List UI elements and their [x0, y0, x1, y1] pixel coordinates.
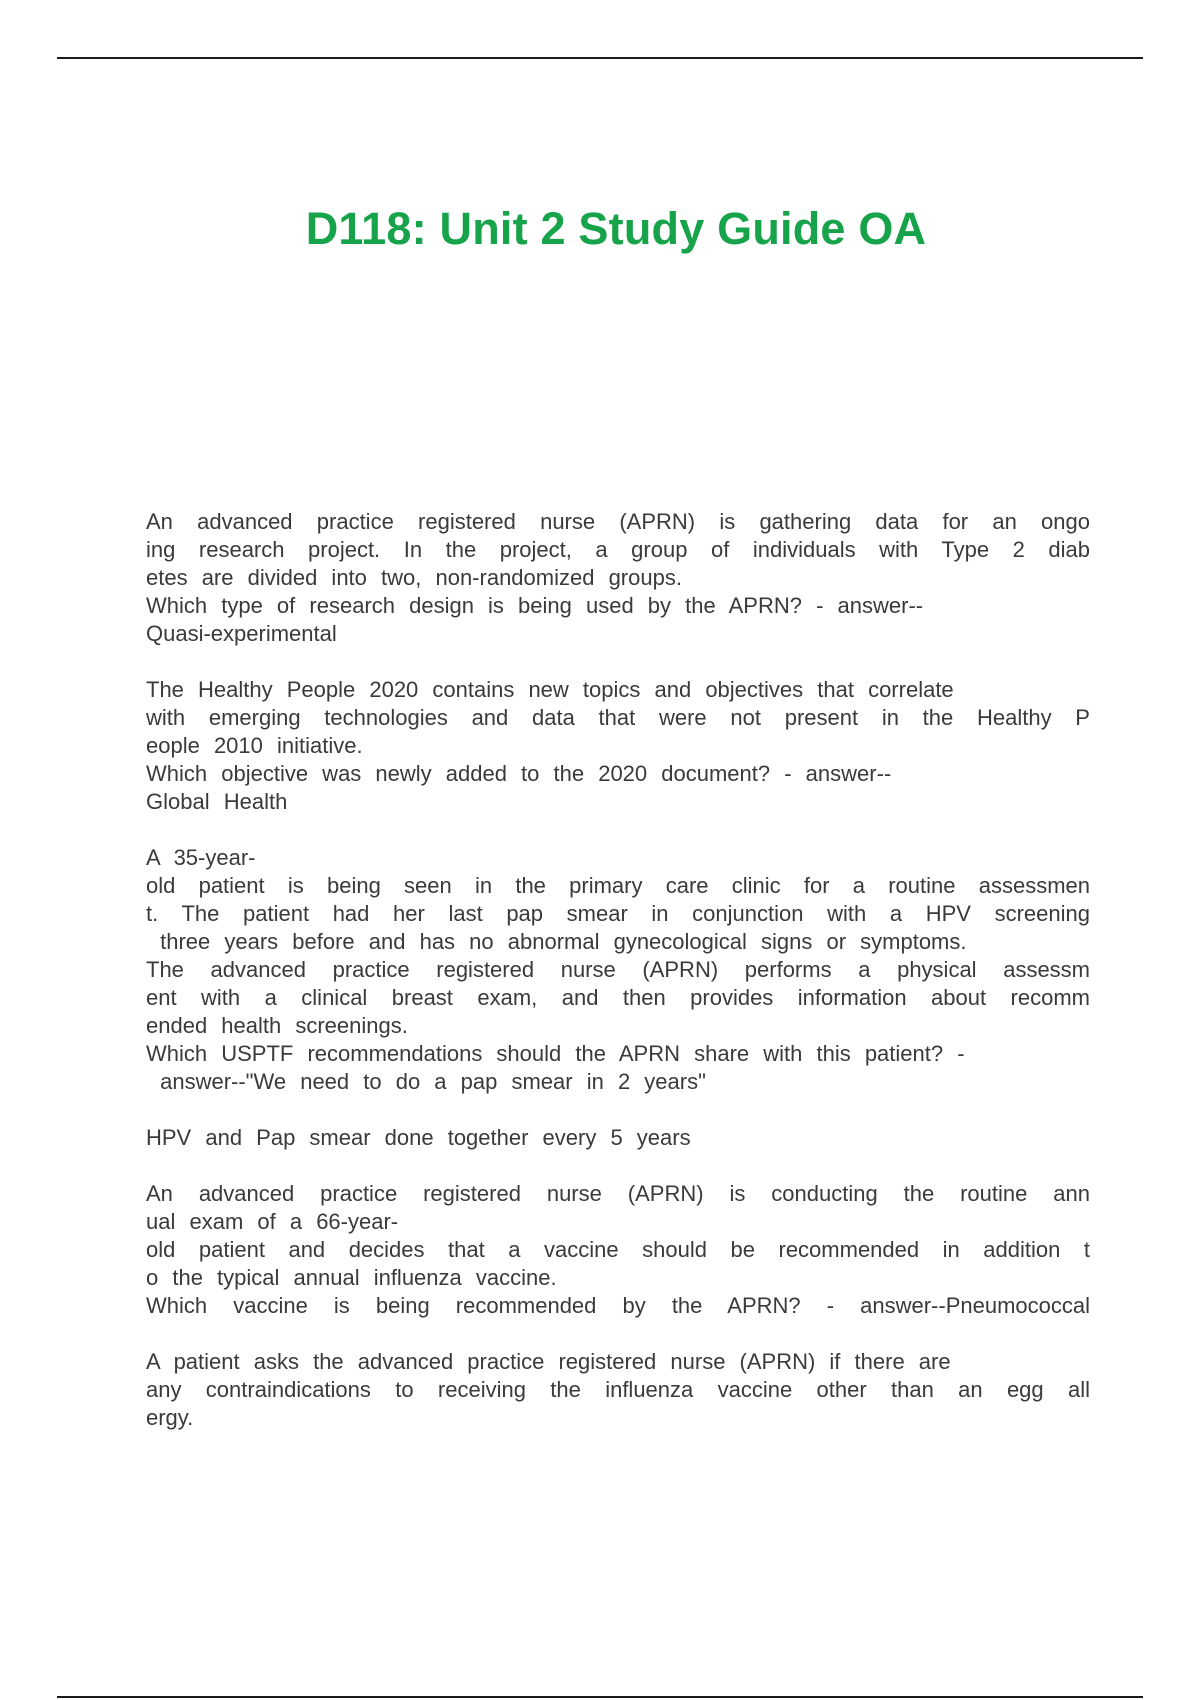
text-line: ended health screenings. — [146, 1013, 408, 1038]
text-line: t. The patient had her last pap smear in conjunction with a HPV screening — [146, 901, 1090, 926]
text-line: old patient is being seen in the primary care clinic for a routine assessmen — [146, 873, 1090, 898]
text-line: with emerging technologies and data that were not present in the Healthy P — [146, 705, 1090, 730]
text-line: eople 2010 initiative. — [146, 733, 363, 758]
text-line: A 35-year- — [146, 845, 256, 870]
qa-block — [146, 508, 1090, 648]
qa-block — [146, 1124, 1090, 1152]
text-line: An advanced practice registered nurse (APRN) is gathering data for an ongo — [146, 509, 1090, 534]
document-title: D118: Unit 2 Study Guide OA — [305, 203, 927, 254]
text-line: Which vaccine is being recommended by the APRN? - answer--Pneumococcal — [146, 1293, 1090, 1318]
document-body — [146, 508, 1090, 1460]
text-line: ergy. — [146, 1405, 194, 1430]
text-line: ing research project. In the project, a group of individuals with Type 2 diab — [146, 537, 1090, 562]
text-line: ent with a clinical breast exam, and then provides information about recomm — [146, 985, 1090, 1010]
text-line: o the typical annual influenza vaccine. — [146, 1265, 557, 1290]
text-line: The Healthy People 2020 contains new topics and objectives that correlate — [146, 677, 954, 702]
qa-block — [146, 676, 1090, 816]
footer-rule — [57, 1696, 1143, 1698]
qa-block — [146, 1180, 1090, 1320]
text-line: A patient asks the advanced practice registered nurse (APRN) if there are — [146, 1349, 951, 1374]
text-line: HPV and Pap smear done together every 5 years — [146, 1125, 691, 1150]
text-line: An advanced practice registered nurse (APRN) is conducting the routine ann — [146, 1181, 1090, 1206]
text-line: Which USPTF recommendations should the APRN share with this patient? - — [146, 1041, 965, 1066]
text-line: Quasi-experimental — [146, 621, 337, 646]
text-line: Which objective was newly added to the 2020 document? - answer-- — [146, 761, 892, 786]
text-line: Which type of research design is being used by the APRN? - answer-- — [146, 593, 924, 618]
text-line: Global Health — [146, 789, 288, 814]
text-line: old patient and decides that a vaccine should be recommended in addition t — [146, 1237, 1090, 1262]
text-line: etes are divided into two, non-randomized groups. — [146, 565, 682, 590]
qa-block — [146, 844, 1090, 1096]
header-rule — [57, 57, 1143, 59]
text-line: answer--"We need to do a pap smear in 2 years" — [146, 1069, 706, 1094]
text-line: The advanced practice registered nurse (APRN) performs a physical assessm — [146, 957, 1090, 982]
text-line: ual exam of a 66-year- — [146, 1209, 399, 1234]
text-line: three years before and has no abnormal gynecological signs or symptoms. — [146, 929, 967, 954]
qa-block — [146, 1348, 1090, 1432]
text-line: any contraindications to receiving the influenza vaccine other than an egg all — [146, 1377, 1090, 1402]
